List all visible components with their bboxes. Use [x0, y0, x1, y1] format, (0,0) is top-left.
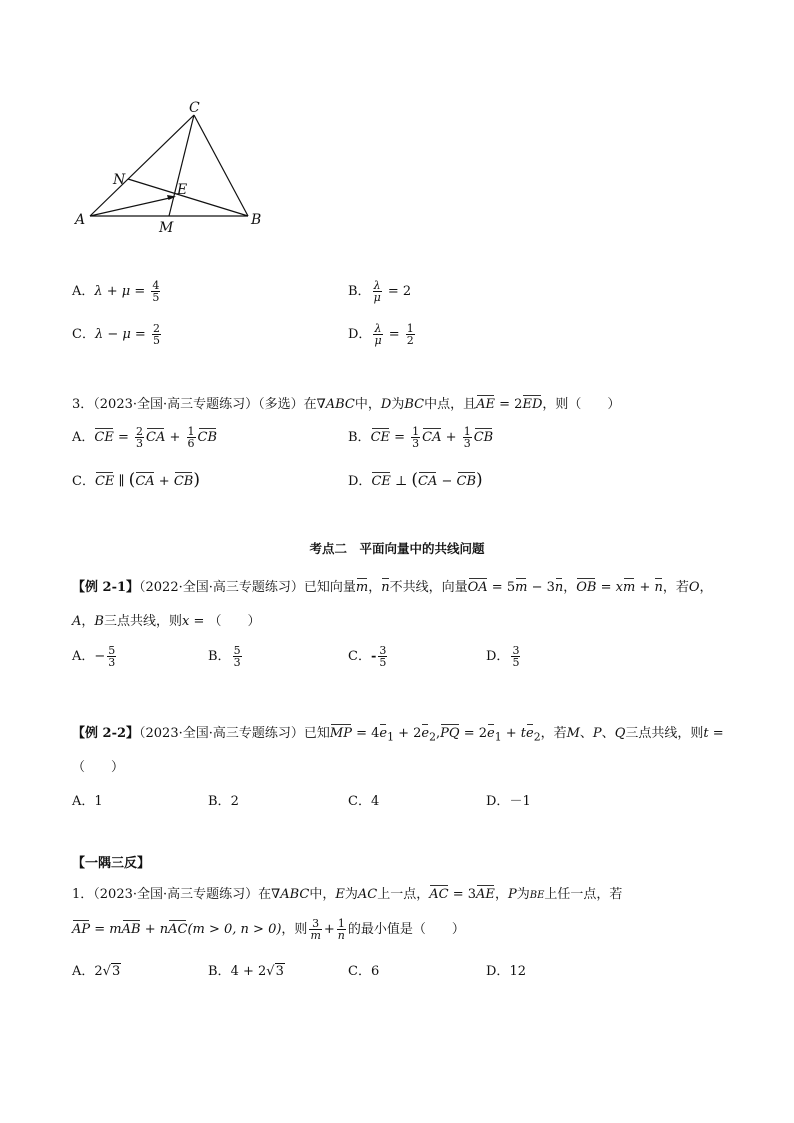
- stem-text: 中，: [309, 887, 336, 902]
- stem-text: = 3: [448, 887, 477, 902]
- stem-text: 三点共线，则: [103, 614, 182, 629]
- segment-bc-label: BC: [404, 397, 425, 412]
- vector-m: m: [622, 580, 636, 595]
- stem-text: ，: [699, 580, 713, 595]
- stem-text: 中点，且: [424, 397, 477, 412]
- sqrt-sign: √: [266, 964, 275, 979]
- vector-ed-label: ED: [522, 397, 543, 412]
- denominator: 2: [406, 334, 414, 347]
- stem-text: + t: [501, 726, 526, 741]
- vector-ca: CA: [146, 430, 166, 445]
- fraction: [411, 426, 420, 449]
- vector-e: e: [421, 726, 430, 741]
- option-label: D．: [348, 474, 372, 489]
- stem-text: − 3: [527, 580, 555, 595]
- practice-heading: 【一隅三反】: [72, 856, 151, 871]
- vector-ab: AB: [121, 922, 141, 937]
- option-value: 4 + 2: [230, 964, 267, 979]
- paren-close: ): [193, 470, 200, 490]
- stem-text: + 2: [393, 726, 422, 741]
- q2-option-c[interactable]: [72, 323, 163, 346]
- vector-ac: AC: [168, 922, 188, 937]
- q3-stem: [72, 393, 620, 412]
- vector-pq: PQ: [440, 726, 460, 741]
- ex22-option-b[interactable]: [208, 790, 239, 809]
- radicand: 3: [275, 964, 284, 979]
- vector-ca: CA: [422, 430, 442, 445]
- vector-cb: CB: [197, 430, 218, 445]
- vector-e: e: [525, 726, 534, 741]
- option-label: B．: [348, 284, 371, 299]
- option-label: C．: [72, 327, 95, 342]
- vector-oa: OA: [467, 580, 488, 595]
- fraction: [378, 645, 387, 668]
- denominator: 5: [512, 656, 520, 669]
- segment-ac-label: AC: [357, 887, 378, 902]
- stem-text: = 2: [495, 397, 523, 412]
- example-tag: 【例 2-2】: [72, 726, 140, 741]
- vector-ac: AC: [429, 887, 449, 902]
- option-expr: = 2: [383, 284, 412, 299]
- option-label: B．: [348, 430, 371, 445]
- fraction: [337, 918, 346, 941]
- triangle-symbol: ∇ABC: [271, 887, 310, 902]
- vector-cb: CB: [473, 430, 494, 445]
- equals: =: [390, 430, 410, 445]
- triangle-figure: [70, 95, 270, 235]
- operator: +: [154, 474, 174, 489]
- stem-text: 的最小值是（ ）: [347, 922, 465, 937]
- point-o: O: [688, 580, 700, 595]
- stem-text: 为: [344, 887, 358, 902]
- stem-text: ，: [81, 614, 95, 629]
- operator: +: [165, 430, 185, 445]
- example-2-2-stem-line2: （ ）: [72, 760, 125, 775]
- option-label: A．: [72, 964, 95, 979]
- question-source: （2023·全国·高三专题练习）: [93, 887, 259, 902]
- vector-ob: OB: [576, 580, 597, 595]
- question-source: （2022·全国·高三专题练习）: [139, 580, 304, 595]
- vector-m: m: [515, 580, 528, 595]
- stem-text: + n: [140, 922, 169, 937]
- numerator: 1: [406, 322, 414, 335]
- example-2-1-stem-line2: [72, 610, 261, 629]
- operator: −: [437, 474, 457, 489]
- numerator: 2: [152, 322, 160, 335]
- option-label: A．: [72, 649, 95, 664]
- p1-option-b[interactable]: [208, 960, 285, 979]
- stem-text: = 4: [351, 726, 380, 741]
- example-tag: 【例 2-1】: [72, 580, 140, 595]
- stem-text: 中，: [354, 397, 381, 412]
- stem-text: 为: [391, 397, 405, 412]
- practice-1-stem-line2: [72, 918, 465, 941]
- stem-text: ，: [563, 580, 577, 595]
- paren-open: (: [411, 470, 419, 490]
- option-label: B．: [208, 794, 231, 809]
- label-b: B: [251, 212, 262, 228]
- option-expr: =: [384, 327, 404, 342]
- relation: ∥: [114, 474, 129, 489]
- numerator: 1: [337, 917, 345, 930]
- point-m: M: [566, 726, 580, 741]
- option-label: D．: [348, 327, 372, 342]
- denominator: n: [337, 929, 345, 942]
- denominator: 3: [463, 437, 471, 450]
- stem-text: +: [635, 580, 655, 595]
- option-label: B．: [208, 649, 231, 664]
- numerator: 1: [412, 425, 420, 438]
- numerator: 3: [309, 918, 321, 930]
- stem-text: ，: [494, 887, 508, 902]
- option-label: C．: [348, 794, 371, 809]
- stem-text: 在: [258, 887, 272, 902]
- fraction: [511, 645, 520, 668]
- subscript: 2: [533, 730, 541, 744]
- option-expr: λ − μ =: [94, 327, 150, 342]
- sign: -: [370, 649, 377, 664]
- sqrt-sign: √: [102, 964, 111, 979]
- stem-text: ，若: [662, 580, 689, 595]
- ex22-option-a[interactable]: [72, 790, 103, 809]
- vector-ca: CA: [135, 474, 155, 489]
- label-m: M: [159, 220, 174, 235]
- stem-text: 在: [303, 397, 317, 412]
- stem-text: ,: [436, 726, 441, 741]
- option-expr: λ + μ =: [94, 284, 150, 299]
- denominator: m: [310, 929, 321, 942]
- denominator: 3: [136, 437, 143, 450]
- vector-m: m: [355, 580, 369, 595]
- numerator: 3: [512, 644, 520, 657]
- vector-ae: AE: [476, 887, 495, 902]
- option-label: A．: [72, 284, 95, 299]
- q2-option-d[interactable]: [348, 323, 417, 346]
- stem-text: 上一点，: [377, 887, 430, 902]
- option-value: －1: [509, 794, 531, 809]
- operator: +: [441, 430, 461, 445]
- stem-text: = （ ）: [189, 614, 261, 629]
- subscript: 1: [387, 730, 394, 744]
- q3-option-c[interactable]: [72, 470, 200, 490]
- ex21-option-a[interactable]: [72, 645, 118, 668]
- operator: +: [323, 922, 335, 937]
- option-label: D．: [486, 649, 510, 664]
- stem-text: 三点共线，则: [625, 726, 704, 741]
- fraction: [233, 645, 242, 668]
- denominator: 5: [152, 291, 160, 304]
- equals: =: [113, 430, 133, 445]
- fraction: [152, 323, 161, 346]
- vector-ca: CA: [418, 474, 438, 489]
- vector-cb: CB: [173, 474, 194, 489]
- practice-1-stem: [72, 883, 622, 902]
- stem-text: ，则（ ）: [542, 397, 621, 412]
- option-label: A．: [72, 794, 95, 809]
- point-b: B: [94, 614, 104, 629]
- denominator: 3: [412, 437, 420, 450]
- fraction: [406, 323, 415, 346]
- p1-option-d[interactable]: [486, 960, 526, 979]
- question-source: （2023·全国·高三专题练习）: [139, 726, 304, 741]
- numerator: 1: [463, 425, 471, 438]
- question-source: （2023·全国·高三专题练习）: [93, 397, 259, 412]
- example-2-1-stem: [72, 576, 713, 595]
- option-label: A．: [72, 430, 95, 445]
- stem-text: 为: [516, 887, 530, 902]
- label-e: E: [177, 182, 188, 198]
- point-p: P: [507, 887, 517, 902]
- ex21-option-b[interactable]: [208, 645, 244, 668]
- ex21-option-d[interactable]: [486, 645, 522, 668]
- option-value: 2: [94, 964, 103, 979]
- stem-text: ，若: [540, 726, 567, 741]
- label-c: C: [189, 100, 200, 116]
- option-label: B．: [208, 964, 231, 979]
- vector-cb: CB: [456, 474, 477, 489]
- vector-n: n: [381, 580, 390, 595]
- q3-option-a[interactable]: [72, 426, 217, 449]
- numerator: λ: [374, 322, 382, 335]
- vector-e: e: [487, 726, 495, 741]
- numerator: 2: [136, 425, 143, 438]
- point-p: P: [592, 726, 602, 741]
- vector-ae-label: AE: [476, 397, 496, 412]
- subscript: 1: [494, 730, 502, 744]
- p1-option-a[interactable]: [72, 960, 121, 979]
- condition: (m > 0, n > 0): [187, 922, 282, 937]
- stem-text: 不共线，向量: [389, 580, 468, 595]
- q2-option-b[interactable]: [348, 280, 411, 303]
- fraction: [373, 280, 382, 303]
- stem-text: ，则: [281, 922, 308, 937]
- fraction: [463, 426, 472, 449]
- radicand: 3: [111, 964, 121, 979]
- segment-cm: [169, 115, 194, 216]
- option-value: 6: [370, 964, 380, 979]
- segment-be-label: BE: [529, 890, 545, 901]
- option-value: 12: [509, 964, 526, 979]
- sign: −: [94, 649, 106, 664]
- stem-text: = m: [90, 922, 122, 937]
- denominator: μ: [374, 334, 382, 347]
- numerator: 3: [379, 644, 387, 657]
- option-label: C．: [348, 964, 371, 979]
- fraction: [373, 323, 382, 346]
- segment-bc: [194, 115, 248, 216]
- ex21-option-c[interactable]: [348, 645, 389, 668]
- segment-bn: [128, 179, 248, 216]
- label-a: A: [75, 212, 86, 228]
- subscript: 2: [429, 730, 437, 744]
- q2-option-a[interactable]: [72, 280, 162, 303]
- point-q: Q: [614, 726, 626, 741]
- denominator: 6: [187, 437, 195, 450]
- fraction: [187, 426, 196, 449]
- denominator: μ: [373, 291, 381, 304]
- option-label: C．: [72, 474, 95, 489]
- numerator: 5: [233, 644, 241, 657]
- stem-text: ，: [368, 580, 382, 595]
- vector-e: e: [379, 726, 388, 741]
- vector-ap: AP: [72, 922, 91, 937]
- fraction: [107, 645, 116, 668]
- segment-ac: [90, 115, 194, 216]
- paren-open: (: [128, 470, 136, 490]
- vector-ce: CE: [371, 474, 391, 489]
- stem-text: 、: [579, 726, 593, 741]
- numerator: λ: [373, 279, 381, 292]
- option-label: D．: [486, 794, 510, 809]
- section-heading: 考点二 平面向量中的共线问题: [309, 541, 485, 556]
- denominator: 3: [233, 656, 241, 669]
- point-a: A: [72, 614, 82, 629]
- stem-text: = 2: [459, 726, 487, 741]
- stem-text: = 5: [487, 580, 516, 595]
- denominator: 5: [379, 656, 387, 669]
- option-label: C．: [348, 649, 371, 664]
- p1-option-c[interactable]: [348, 960, 379, 979]
- option-label: D．: [486, 964, 510, 979]
- vector-ce: CE: [94, 474, 115, 489]
- option-value: 1: [94, 794, 103, 809]
- stem-text: = x: [596, 580, 623, 595]
- variable-t: t: [703, 726, 709, 741]
- label-n: N: [113, 172, 126, 188]
- vector-mp: MP: [329, 726, 352, 741]
- denominator: 5: [152, 334, 160, 347]
- paren-close: ): [476, 470, 483, 490]
- stem-text: =: [708, 726, 724, 741]
- point-e: E: [335, 887, 345, 902]
- example-2-2-stem: [72, 722, 724, 744]
- q3-option-d[interactable]: [348, 470, 483, 490]
- numerator: 1: [187, 425, 195, 438]
- vector-n: n: [554, 580, 564, 595]
- stem-text: 已知向量: [303, 580, 356, 595]
- question-tag: （多选）: [258, 397, 304, 412]
- variable-x: x: [181, 614, 190, 629]
- question-number: 3．: [72, 397, 94, 412]
- point-d: D: [380, 397, 392, 412]
- relation: ⊥: [390, 474, 412, 489]
- option-value: 4: [370, 794, 380, 809]
- stem-text: 已知: [303, 726, 330, 741]
- numerator: 4: [152, 279, 160, 292]
- fraction: [151, 280, 160, 303]
- vector-ae: [90, 197, 174, 216]
- arrowhead: [167, 195, 176, 200]
- vector-n: n: [654, 580, 663, 595]
- stem-text: 上任一点，若: [544, 887, 623, 902]
- q3-option-b[interactable]: [348, 426, 493, 449]
- stem-text: 、: [601, 726, 615, 741]
- question-number: 1．: [72, 887, 94, 902]
- fraction: [309, 918, 321, 941]
- fraction: [135, 426, 144, 449]
- option-value: 2: [230, 794, 239, 809]
- vector-ce: CE: [94, 430, 114, 445]
- ex22-option-d[interactable]: [486, 790, 531, 809]
- numerator: 5: [108, 644, 116, 657]
- denominator: 3: [108, 656, 116, 669]
- triangle-symbol: ∇ABC: [316, 397, 355, 412]
- vector-ce: CE: [370, 430, 390, 445]
- ex22-option-c[interactable]: [348, 790, 379, 809]
